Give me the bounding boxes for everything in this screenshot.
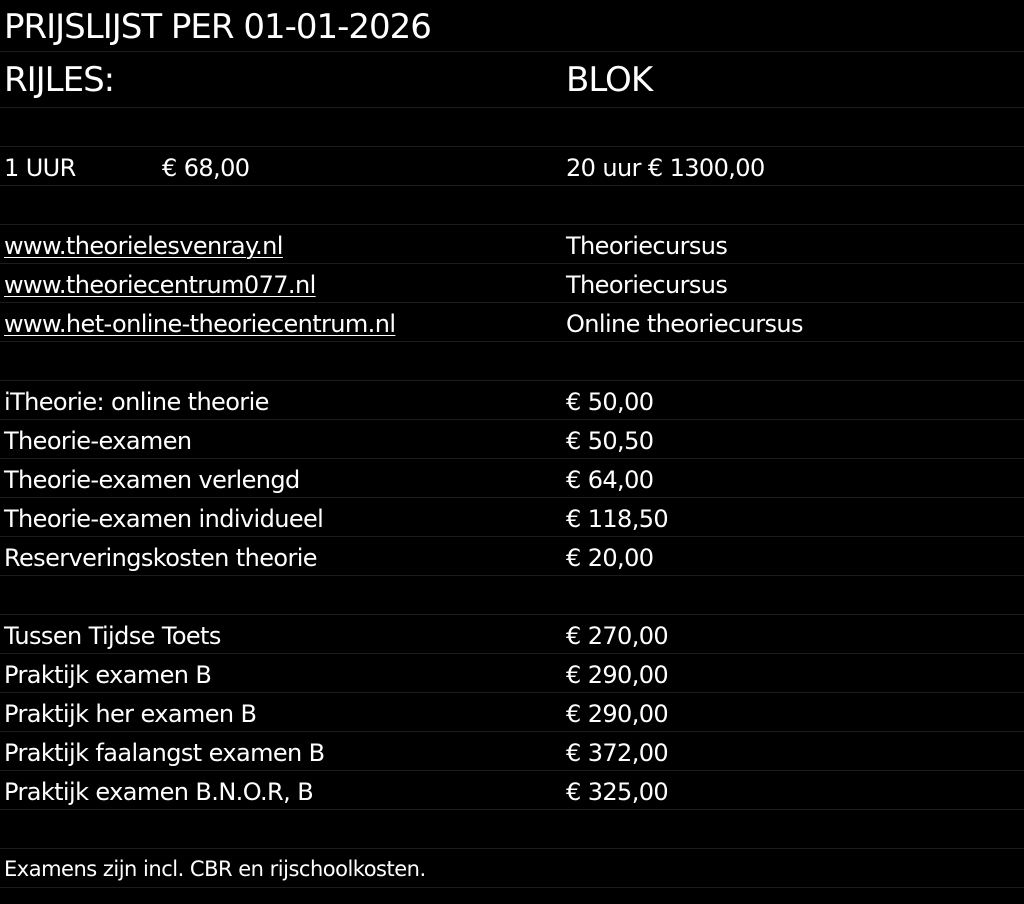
price-row: [0, 420, 1024, 459]
item-price: € 270,00: [566, 622, 669, 650]
blank-row: [0, 810, 1024, 849]
rijles-hour-label: 1 UUR: [4, 154, 76, 182]
link-description: Theoriecursus: [566, 271, 728, 299]
link-description: Theoriecursus: [566, 232, 728, 260]
page-title: PRIJSLIJST PER 01-01-2026: [4, 7, 431, 47]
price-row: [0, 693, 1024, 732]
link-row: [0, 264, 1024, 303]
theoriecentrum077-link[interactable]: www.theoriecentrum077.nl: [4, 271, 316, 299]
item-label: Theorie-examen verlengd: [4, 466, 300, 494]
item-price: € 64,00: [566, 466, 654, 494]
blok-price: 20 uur € 1300,00: [566, 154, 765, 182]
rijles-hour-price: € 68,00: [162, 154, 250, 182]
footer-row: [0, 849, 1024, 888]
item-label: Praktijk examen B: [4, 661, 212, 689]
item-price: € 325,00: [566, 778, 669, 806]
footer-note: Examens zijn incl. CBR en rijschoolkosten.: [4, 857, 426, 881]
rijles-heading: RIJLES:: [4, 60, 115, 100]
item-price: € 372,00: [566, 739, 669, 767]
online-theoriecentrum-link[interactable]: www.het-online-theoriecentrum.nl: [4, 310, 396, 338]
item-price: € 20,00: [566, 544, 654, 572]
item-label: Reserveringskosten theorie: [4, 544, 317, 572]
title-row: [0, 0, 1024, 52]
item-label: Praktijk faalangst examen B: [4, 739, 325, 767]
rijles-price-row: [0, 147, 1024, 186]
blok-heading: BLOK: [566, 60, 653, 100]
blank-row: [0, 576, 1024, 615]
item-price: € 290,00: [566, 661, 669, 689]
item-label: Praktijk her examen B: [4, 700, 257, 728]
price-row: [0, 459, 1024, 498]
blank-row: [0, 186, 1024, 225]
theorielesvenray-link[interactable]: www.theorielesvenray.nl: [4, 232, 283, 260]
price-row: [0, 498, 1024, 537]
item-price: € 50,00: [566, 388, 654, 416]
item-label: Theorie-examen: [4, 427, 192, 455]
item-label: Tussen Tijdse Toets: [4, 622, 221, 650]
heading-row: [0, 52, 1024, 108]
item-label: Theorie-examen individueel: [4, 505, 324, 533]
price-row: [0, 537, 1024, 576]
link-description: Online theoriecursus: [566, 310, 803, 338]
price-row: [0, 615, 1024, 654]
item-label: Praktijk examen B.N.O.R, B: [4, 778, 314, 806]
blank-row: [0, 108, 1024, 147]
price-row: [0, 771, 1024, 810]
blank-row: [0, 342, 1024, 381]
price-row: [0, 654, 1024, 693]
item-label: iTheorie: online theorie: [4, 388, 269, 416]
item-price: € 50,50: [566, 427, 654, 455]
price-row: [0, 732, 1024, 771]
link-row: [0, 303, 1024, 342]
item-price: € 118,50: [566, 505, 669, 533]
link-row: [0, 225, 1024, 264]
item-price: € 290,00: [566, 700, 669, 728]
price-row: [0, 381, 1024, 420]
